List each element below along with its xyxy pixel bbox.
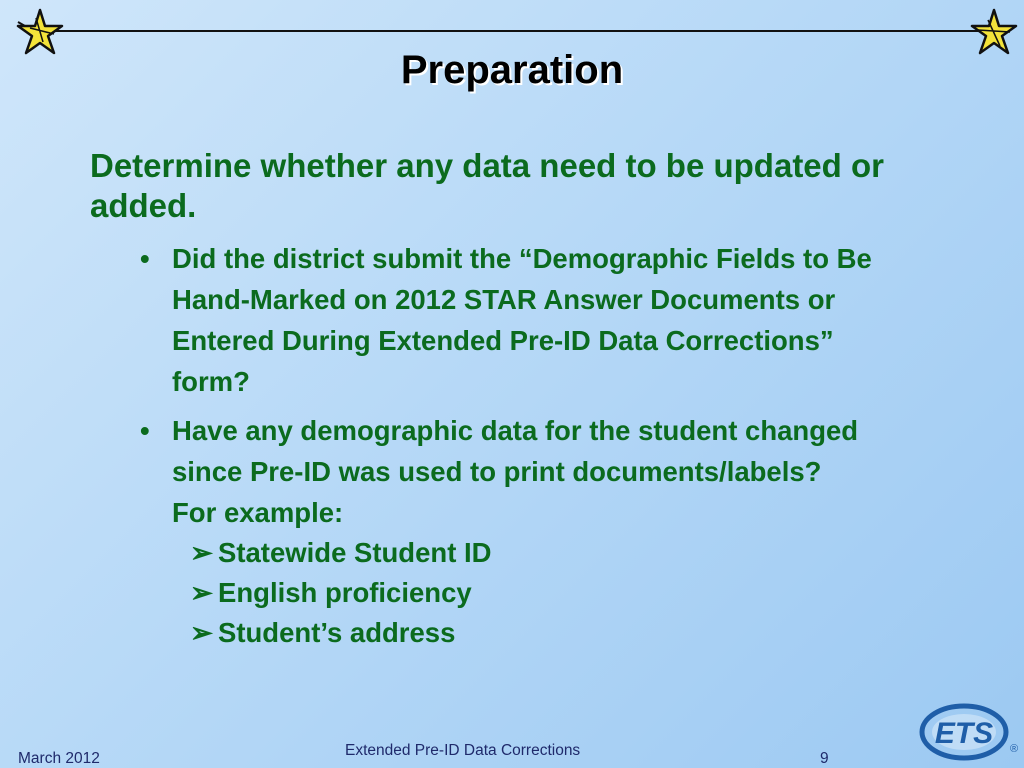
bullet-icon: •	[140, 415, 150, 446]
footer-center: Extended Pre-ID Data Corrections	[345, 742, 581, 759]
example-text: Statewide Student ID	[218, 537, 492, 568]
example-text: English proficiency	[218, 577, 472, 608]
bullet-list	[140, 238, 900, 653]
footer-date: March 2012	[18, 750, 100, 767]
example-item	[172, 533, 900, 573]
arrow-icon: ➢	[190, 577, 214, 608]
slide-title: Preparation	[400, 48, 624, 92]
bullet-item	[140, 238, 900, 402]
ets-logo	[918, 700, 1018, 764]
footer-page: 9	[820, 750, 829, 767]
bullet-icon: •	[140, 243, 150, 274]
top-rule	[36, 30, 988, 32]
ets-registered-mark: ®	[1010, 743, 1018, 755]
bullet-text: Have any demographic data for the student changed since Pre-ID was used to print documents/labels?	[172, 415, 859, 487]
example-label: For example:	[172, 497, 344, 528]
example-list	[172, 533, 900, 653]
bullet-item	[140, 410, 900, 653]
example-text: Student’s address	[218, 617, 456, 648]
arrow-icon: ➢	[190, 617, 214, 648]
bullet-text: Did the district submit the “Demographic Fields to Be Hand-Marked on 2012 STAR Answer Documents or Entered During Extended Pre-ID Data Corrections” form?	[172, 243, 872, 397]
lead-text: Determine whether any data need to be updated or added.	[90, 147, 884, 224]
example-item	[172, 573, 900, 613]
ets-logo-text: ETS	[934, 717, 994, 750]
example-item	[172, 613, 900, 653]
arrow-icon: ➢	[190, 537, 214, 568]
